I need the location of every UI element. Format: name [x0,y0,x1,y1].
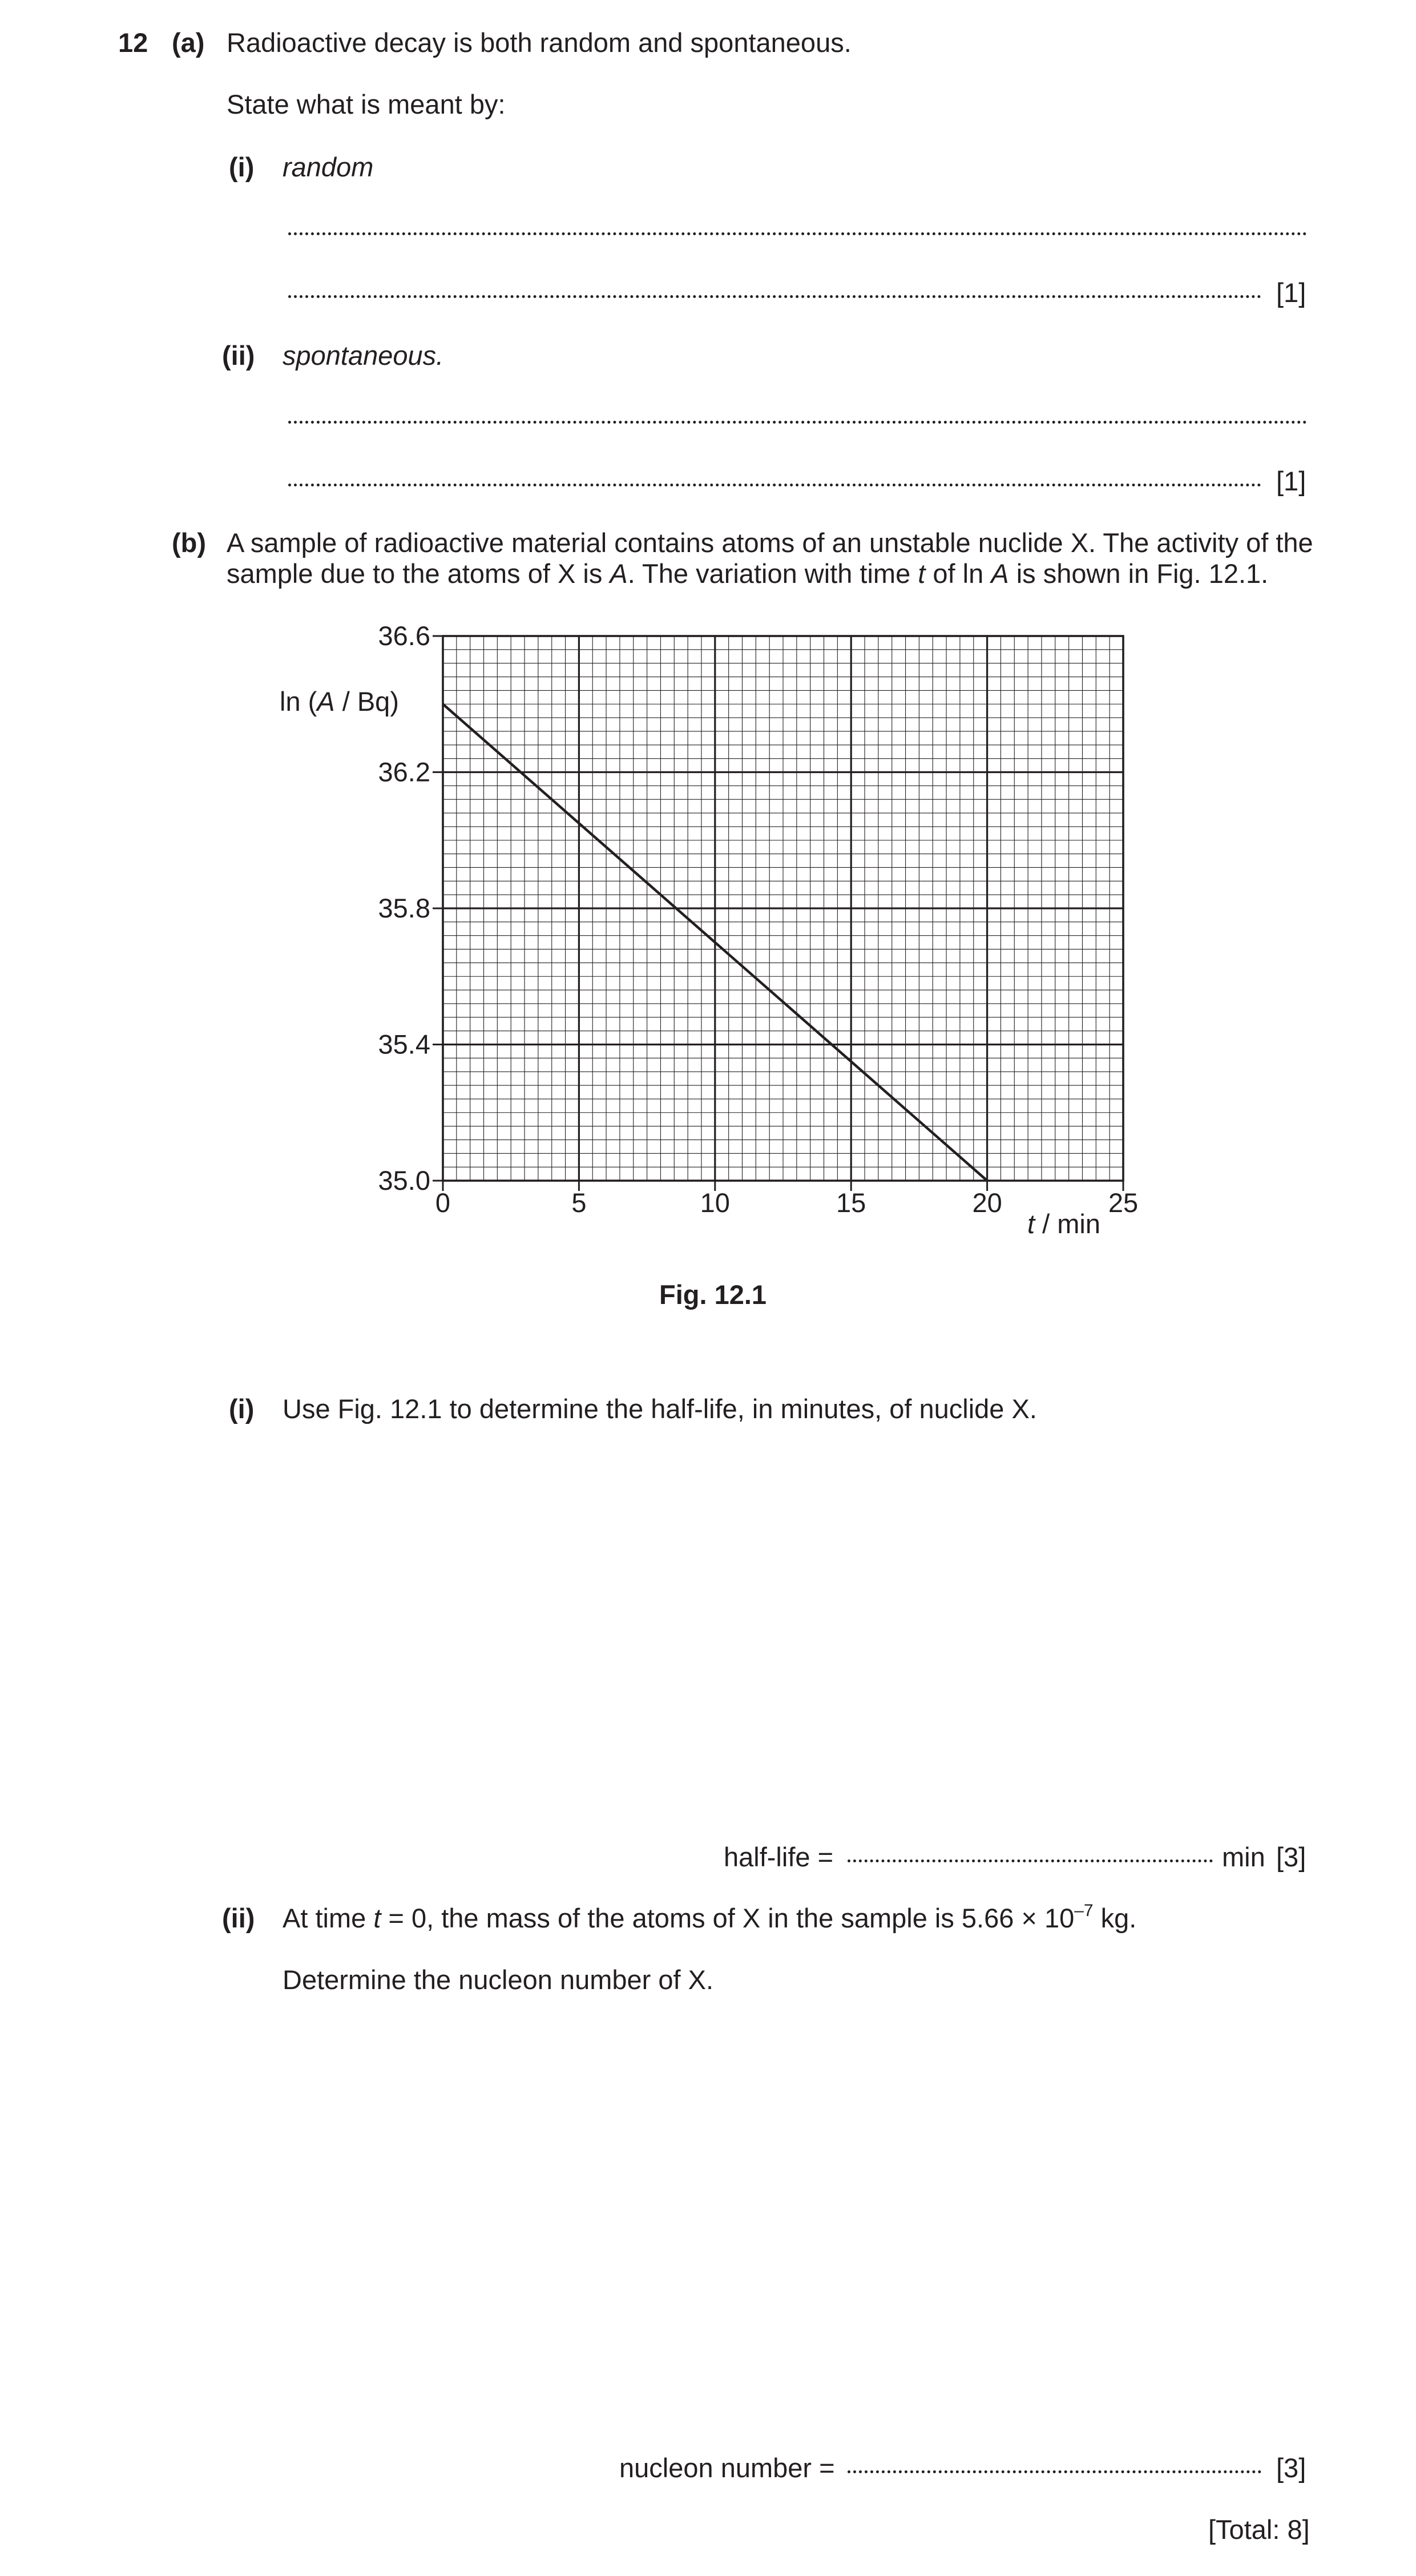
part-a-ii-term: spontaneous. [283,340,444,371]
part-b-ii-label: (ii) [222,1903,255,1933]
part-a-statement: Radioactive decay is both random and spontaneous. [227,27,852,58]
y-axis-label: ln (A / Bq) [280,686,399,717]
part-a-instruction: State what is meant by: [227,89,506,119]
y-tick-label: 36.6 [378,621,430,651]
x-tick-label: 20 [972,1188,1002,1218]
part-b-i-text: Use Fig. 12.1 to determine the half-life, in minutes, of nuclide X. [283,1394,1037,1424]
x-tick-label: 15 [836,1188,866,1218]
y-tick-label: 35.8 [378,893,430,923]
y-tick-label: 35.0 [378,1165,430,1196]
y-tick-label: 35.4 [378,1029,430,1060]
part-b-line1: A sample of radioactive material contains atoms of an unstable nuclide X. The activity of the [227,528,1313,558]
marks-b-ii: [3] [1276,2453,1306,2483]
nucleon-number-label: nucleon number = [619,2453,835,2483]
part-a-i-label: (i) [229,152,255,182]
x-axis-label: t / min [1027,1209,1100,1239]
part-a-ii-label: (ii) [222,340,255,371]
part-b-ii-text2: Determine the nucleon number of X. [283,1965,714,1995]
part-a-i-term: random [283,152,374,182]
part-b-label: (b) [172,528,207,558]
half-life-answer-line[interactable] [848,1859,1213,1862]
question-number: 12 [118,27,148,58]
y-tick-label: 36.2 [378,756,430,787]
marks-a-i: [1] [1276,277,1306,308]
x-tick-label: 25 [1108,1188,1139,1218]
figure-caption: Fig. 12.1 [659,1279,767,1310]
x-tick-label: 0 [435,1188,451,1218]
total-marks: [Total: 8] [1208,2514,1310,2545]
x-tick-label: 10 [700,1188,730,1218]
x-tick-label: 5 [571,1188,587,1218]
half-life-unit: min [1222,1842,1265,1872]
marks-a-ii: [1] [1276,466,1306,496]
part-b-ii-text: At time t = 0, the mass of the atoms of X in the sample is $5.66 \times 10^{-7}$ kg. [283,1901,1137,1933]
part-a-label: (a) [172,27,205,58]
half-life-label: half-life = [724,1842,834,1872]
part-b-i-label: (i) [229,1394,255,1424]
nucleon-number-answer-line[interactable] [848,2470,1261,2473]
marks-b-i: [3] [1276,1842,1306,1872]
part-b-line2: sample due to the atoms of X is A. The variation with time t of ln A is shown in Fig. 12.1. [227,558,1269,589]
